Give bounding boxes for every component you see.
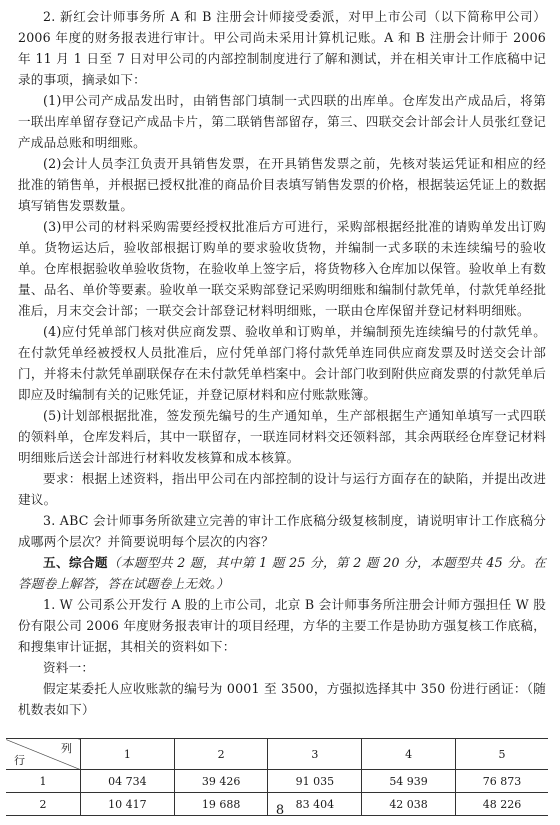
- document-page: [18, 6, 546, 720]
- row-header: 2: [6, 793, 81, 816]
- table-cell: 04 734: [81, 770, 175, 793]
- item-4: (4)应付凭单部门核对供应商发票、验收单和订购单，并编制预先连续编号的付款凭单。在付款凭单经被授权人员批准后，应付凭单部门将付款凭单连同供应商发票及时送交会计部门，并将未付款凭单副联保存在未付款凭单档案中。会计部门收到附供应商发票的付款凭单后即应及时编制有关的记账凭证，并登记原材料和应付账款账簿。: [18, 324, 546, 402]
- requirement: 要求：根据上述资料，指出甲公司在内部控制的设计与运行方面存在的缺陷，并提出改进建议。: [18, 471, 546, 507]
- table-cell: 39 426: [174, 770, 268, 793]
- item-5: (5)计划部根据批准，签发预先编号的生产通知单，生产部根据生产通知单填写一式四联的领料单，仓库发料后，其中一联留存，一联连同材料交还领料部，其余两联经仓库登记材料明细账后送会计部进行材料收发核算和成本核算。: [18, 408, 546, 465]
- table-cell: 48 226: [455, 793, 548, 816]
- material-label: 资料一：: [43, 660, 95, 675]
- table-cell: 19 688: [174, 793, 268, 816]
- column-header: 4: [362, 739, 456, 770]
- corner-row-label: 行: [14, 754, 25, 767]
- page-number: 8: [275, 803, 285, 818]
- material-text: 假定某委托人应收账款的编号为 0001 至 3500，方强拟选择其中 350 份进行函证：（随机数表如下）: [18, 681, 546, 717]
- corner-column-label: 列: [61, 742, 72, 755]
- item-3: (3)甲公司的材料采购需要经授权批准后方可进行，采购部根据经批准的请购单发出订购单。货物运达后，验收部根据订购单的要求验收货物，并编制一式多联的未连续编号的验收单。仓库根据验收单验收货物，在验收单上签字后，将货物移入仓库加以保管。验收单上有数量、品名、单价等要素。验收单一联交采购部登记采购明细账和编制付款凭单，付款凭单经批准后，月末交会计部；一联交会计部登记材料明细账，一联由仓库保留并登记材料明细账。: [18, 219, 546, 318]
- table-header-row: [6, 739, 548, 770]
- section-5-title: 五、综合题: [43, 555, 108, 570]
- table-cell: 42 038: [362, 793, 456, 816]
- table-cell: 91 035: [268, 770, 362, 793]
- column-header: 5: [455, 739, 548, 770]
- section-5-heading: [18, 552, 546, 594]
- table-cell: 10 417: [81, 793, 175, 816]
- row-header: 1: [6, 770, 81, 793]
- question-2-intro: 2. 新红会计师事务所 A 和 B 注册会计师接受委派，对甲上市公司（以下简称甲公司）2006 年度的财务报表进行审计。甲公司尚未采用计算机记账。A 和 B 注册会计师于 2006 年 11 月 1 日至 7 日对甲公司的内部控制制度进行了解和测试，并在相关审计工作底稿中记录的事项，摘录如下：: [18, 9, 546, 87]
- comprehensive-question-1: 1. W 公司系公开发行 A 股的上市公司，北京 B 会计师事务所注册会计师方强担任 W 股份有限公司 2006 年度财务报表审计的项目经理，方华的主要工作是协助方强复核工作底稿，和搜集审计证据，其相关的资料如下：: [18, 597, 546, 654]
- table-cell: 76 873: [455, 770, 548, 793]
- item-2: (2)会计人员李江负责开具销售发票，在开具销售发票之前，先核对装运凭证和相应的经批准的销售单，并根据已授权批准的商品价目表填写销售发票的价格，根据装运凭证上的数据填写销售发票数量。: [18, 156, 546, 213]
- column-header: 2: [174, 739, 268, 770]
- section-5-note: （本题型共 2 题，其中第 1 题 25 分，第 2 题 20 分，本题型共 45 分。在答题卷上解答，答在试题卷上无效。）: [18, 555, 546, 591]
- table-corner-cell: [6, 739, 81, 770]
- item-1: (1)甲公司产成品发出时，由销售部门填制一式四联的出库单。仓库发出产成品后，将第一联出库单留存登记产成品卡片，第二联销售部留存，第三、四联交会计部会计人员张红登记产成品总账和明细账。: [18, 93, 546, 150]
- column-header: 3: [268, 739, 362, 770]
- column-header: 1: [81, 739, 175, 770]
- table-row: [6, 770, 548, 793]
- table-cell: 83 404: [268, 793, 362, 816]
- table-cell: 54 939: [362, 770, 456, 793]
- question-3: 3. ABC 会计师事务所欲建立完善的审计工作底稿分级复核制度，请说明审计工作底稿分成哪两个层次？并简要说明每个层次的内容？: [18, 513, 546, 549]
